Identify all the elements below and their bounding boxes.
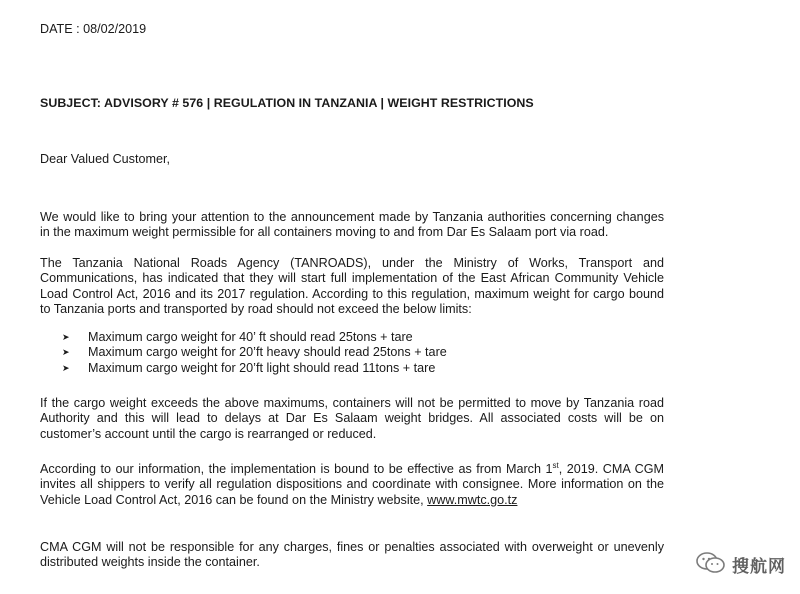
arrowhead-bullet-icon: ➤ [62, 332, 70, 342]
paragraph-line: If the cargo weight exceeds the above maximums, containers will not be permitted to move by Tanzania road [40, 396, 664, 410]
paragraph-disclaimer [40, 540, 664, 571]
list-item [62, 330, 447, 345]
paragraph-line: in the maximum weight permissible for all containers moving to and from Dar Es Salaam port via road. [40, 225, 609, 240]
list-item-text: Maximum cargo weight for 20’ft heavy should read 25tons + tare [88, 345, 447, 360]
arrowhead-bullet-icon: ➤ [62, 347, 70, 358]
paragraph-line [40, 462, 664, 477]
paragraph-line: CMA CGM will not be responsible for any charges, fines or penalties associated with overweight or unevenly [40, 540, 664, 554]
line-text: Vehicle Load Control Act, 2016 can be found on the Ministry website, [40, 492, 428, 507]
line-text: , 2019. CMA CGM [558, 462, 665, 476]
ministry-website-link[interactable]: www.mwtc.go.tz [427, 492, 518, 507]
list-item-text: Maximum cargo weight for 40’ ft should read 25tons + tare [88, 330, 413, 344]
paragraph-line: Authority and this will lead to delays at Dar Es Salaam weight bridges. All associated costs will be on [40, 411, 664, 426]
paragraph-line: distributed weights inside the container. [40, 555, 260, 570]
letter-greeting: Dear Valued Customer, [40, 152, 170, 166]
paragraph-line: customer’s account until the cargo is rearranged or reduced. [40, 426, 377, 441]
paragraph-line: The Tanzania National Roads Agency (TANROADS), under the Ministry of Works, Transport and [40, 256, 664, 270]
list-item [62, 345, 447, 360]
arrowhead-bullet-icon: ➤ [62, 362, 70, 373]
list-item [62, 361, 447, 376]
paragraph-line [40, 493, 664, 508]
list-item-text: Maximum cargo weight for 20’ft light should read 11tons + tare [88, 360, 436, 375]
letter-date: DATE : 08/02/2019 [40, 22, 147, 36]
wechat-icon [696, 551, 726, 578]
paragraph-line: invites all shippers to verify all regulation dispositions and coordinate with consignee. More information on the [40, 477, 664, 492]
weight-limits-list [62, 330, 447, 376]
letter-subject: SUBJECT: ADVISORY # 576 | REGULATION IN TANZANIA | WEIGHT RESTRICTIONS [40, 96, 534, 110]
paragraph-consequences [40, 396, 664, 442]
ordinal-suffix: st [552, 460, 559, 470]
paragraph-line: Load Control Act, 2016 and its 2017 regulation. According to this regulation, maximum weight for cargo bound [40, 286, 664, 301]
paragraph-line: to Tanzania ports and transported by road should not exceed the below limits: [40, 302, 472, 317]
paragraph-intro [40, 210, 664, 241]
paragraph-tanroads [40, 256, 664, 318]
watermark-text: 搜航网 [732, 557, 786, 577]
paragraph-effective-date [40, 462, 664, 508]
line-text: According to our information, the implementation is bound to be effective as from March 1 [40, 462, 553, 476]
watermark [696, 551, 786, 578]
paragraph-line: We would like to bring your attention to the announcement made by Tanzania authorities concerning changes [40, 210, 664, 224]
paragraph-line: Communications, has indicated that they will start full implementation of the East African Community Vehicle [40, 271, 664, 286]
